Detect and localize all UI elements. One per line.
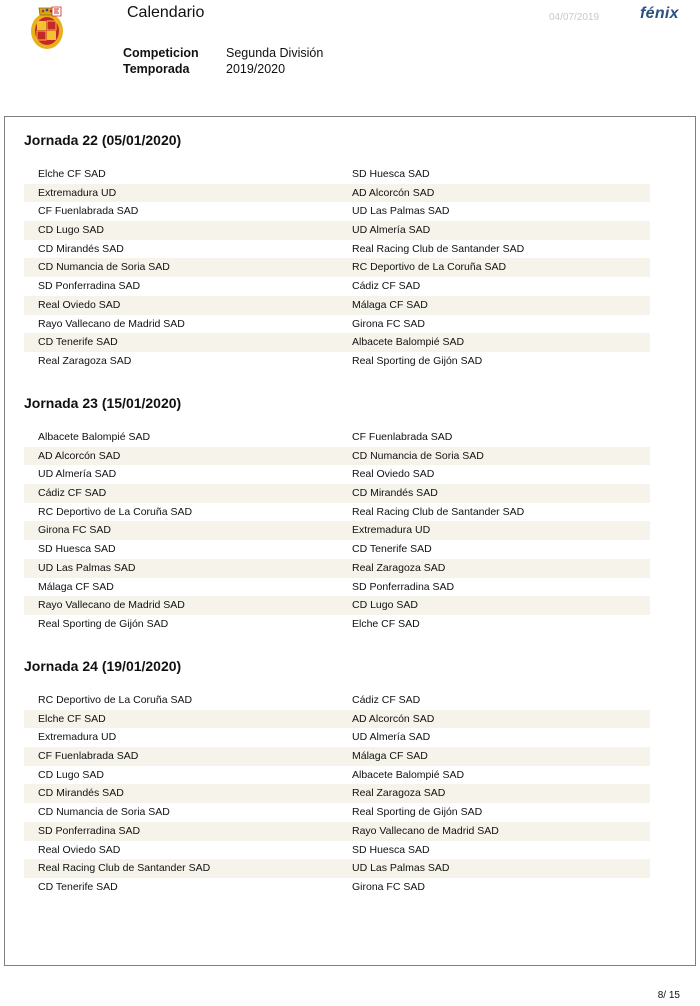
competition-row [123, 45, 323, 61]
match-row [24, 615, 650, 634]
match-row [24, 859, 650, 878]
away-team: Cádiz CF SAD [352, 280, 421, 293]
away-team: Albacete Balompié SAD [352, 336, 465, 349]
home-team: CD Mirandés SAD [38, 242, 124, 255]
match-row [24, 447, 650, 466]
home-team: Real Oviedo SAD [38, 298, 121, 311]
match-row [24, 315, 650, 334]
match-row [24, 596, 650, 615]
match-row [24, 822, 650, 841]
home-team: Real Oviedo SAD [38, 843, 121, 856]
home-team: Elche CF SAD [38, 168, 106, 180]
match-row [24, 503, 650, 522]
match-list [24, 428, 650, 634]
home-team: CD Tenerife SAD [38, 880, 118, 893]
away-team: CF Fuenlabrada SAD [352, 431, 453, 443]
match-row [24, 540, 650, 559]
round-title: Jornada 23 (15/01/2020) [24, 395, 182, 411]
season-value: 2019/2020 [226, 62, 286, 76]
away-team: Real Sporting de Gijón SAD [352, 354, 483, 367]
round-23 [24, 393, 650, 634]
match-row [24, 258, 650, 277]
home-team: Cádiz CF SAD [38, 487, 107, 500]
away-team: UD Almería SAD [352, 224, 431, 237]
away-team: Málaga CF SAD [352, 298, 428, 311]
away-team: CD Mirandés SAD [352, 487, 438, 500]
away-team: SD Huesca SAD [352, 843, 430, 856]
match-list [24, 165, 650, 371]
round-24 [24, 656, 650, 897]
brand-logo: fénix [640, 5, 679, 22]
away-team: AD Alcorcón SAD [352, 186, 435, 199]
home-team: CF Fuenlabrada SAD [38, 205, 139, 218]
match-row [24, 165, 650, 184]
away-team: Real Zaragoza SAD [352, 561, 446, 574]
competition-meta [123, 45, 323, 77]
match-row [24, 333, 650, 352]
home-team: Extremadura UD [38, 731, 117, 744]
season-label: Temporada [123, 62, 190, 76]
home-team: UD Las Palmas SAD [38, 561, 136, 574]
competition-value: Segunda División [226, 46, 324, 60]
match-row [24, 221, 650, 240]
print-date: 04/07/2019 [549, 12, 600, 23]
away-team: UD Las Palmas SAD [352, 205, 450, 218]
home-team: UD Almería SAD [38, 468, 117, 481]
home-team: SD Huesca SAD [38, 543, 116, 556]
match-row [24, 559, 650, 578]
match-row [24, 277, 650, 296]
match-row [24, 728, 650, 747]
home-team: Albacete Balompié SAD [38, 431, 151, 443]
away-team: CD Numancia de Soria SAD [352, 449, 484, 462]
home-team: Rayo Vallecano de Madrid SAD [38, 599, 185, 612]
match-row [24, 803, 650, 822]
match-row [24, 465, 650, 484]
round-title: Jornada 24 (19/01/2020) [24, 658, 182, 674]
away-team: SD Ponferradina SAD [352, 580, 455, 593]
home-team: SD Ponferradina SAD [38, 280, 141, 293]
away-team: RC Deportivo de La Coruña SAD [352, 261, 507, 274]
home-team: Real Zaragoza SAD [38, 354, 132, 367]
match-row [24, 878, 650, 897]
match-row [24, 428, 650, 447]
away-team: Rayo Vallecano de Madrid SAD [352, 824, 499, 837]
away-team: Albacete Balompié SAD [352, 768, 465, 781]
away-team: Málaga CF SAD [352, 750, 428, 763]
home-team: Extremadura UD [38, 186, 117, 199]
match-row [24, 578, 650, 597]
away-team: Real Racing Club de Santander SAD [352, 242, 525, 255]
away-team: Real Zaragoza SAD [352, 787, 446, 800]
away-team: Elche CF SAD [352, 617, 420, 630]
away-team: CD Tenerife SAD [352, 543, 432, 556]
match-row [24, 841, 650, 860]
home-team: Girona FC SAD [38, 524, 111, 537]
match-row [24, 766, 650, 785]
home-team: Rayo Vallecano de Madrid SAD [38, 317, 185, 330]
away-team: Real Racing Club de Santander SAD [352, 505, 525, 518]
match-row [24, 484, 650, 503]
home-team: RC Deportivo de La Coruña SAD [38, 694, 193, 706]
away-team: Real Oviedo SAD [352, 468, 435, 481]
away-team: SD Huesca SAD [352, 168, 430, 180]
match-row [24, 184, 650, 203]
home-team: CD Tenerife SAD [38, 336, 118, 349]
match-row [24, 202, 650, 221]
round-title: Jornada 22 (05/01/2020) [24, 132, 182, 148]
home-team: Real Racing Club de Santander SAD [38, 862, 211, 875]
away-team: Extremadura UD [352, 524, 431, 537]
home-team: CD Numancia de Soria SAD [38, 261, 170, 274]
document-title: Calendario [127, 4, 205, 21]
home-team: Real Sporting de Gijón SAD [38, 617, 169, 630]
match-row [24, 521, 650, 540]
match-row [24, 747, 650, 766]
match-row [24, 784, 650, 803]
home-team: SD Ponferradina SAD [38, 824, 141, 837]
home-team: CD Numancia de Soria SAD [38, 806, 170, 819]
match-row [24, 691, 650, 710]
home-team: Málaga CF SAD [38, 580, 114, 593]
away-team: Girona FC SAD [352, 880, 425, 893]
away-team: Girona FC SAD [352, 317, 425, 330]
home-team: Elche CF SAD [38, 712, 106, 725]
home-team: AD Alcorcón SAD [38, 449, 121, 462]
home-team: CD Lugo SAD [38, 224, 104, 237]
home-team: CD Mirandés SAD [38, 787, 124, 800]
away-team: UD Las Palmas SAD [352, 862, 450, 875]
competition-label: Competicion [123, 46, 199, 60]
away-team: Real Sporting de Gijón SAD [352, 806, 483, 819]
away-team: UD Almería SAD [352, 731, 431, 744]
rfef-crest-icon [25, 4, 73, 52]
match-row [24, 710, 650, 729]
home-team: CD Lugo SAD [38, 768, 104, 781]
round-22 [24, 130, 650, 371]
match-list [24, 691, 650, 897]
page-number: 8/ 15 [657, 990, 680, 1001]
away-team: AD Alcorcón SAD [352, 712, 435, 725]
away-team: Cádiz CF SAD [352, 694, 421, 706]
match-row [24, 240, 650, 259]
match-row [24, 352, 650, 371]
match-row [24, 296, 650, 315]
season-row [123, 61, 323, 77]
away-team: CD Lugo SAD [352, 599, 418, 612]
home-team: CF Fuenlabrada SAD [38, 750, 139, 763]
home-team: RC Deportivo de La Coruña SAD [38, 505, 193, 518]
